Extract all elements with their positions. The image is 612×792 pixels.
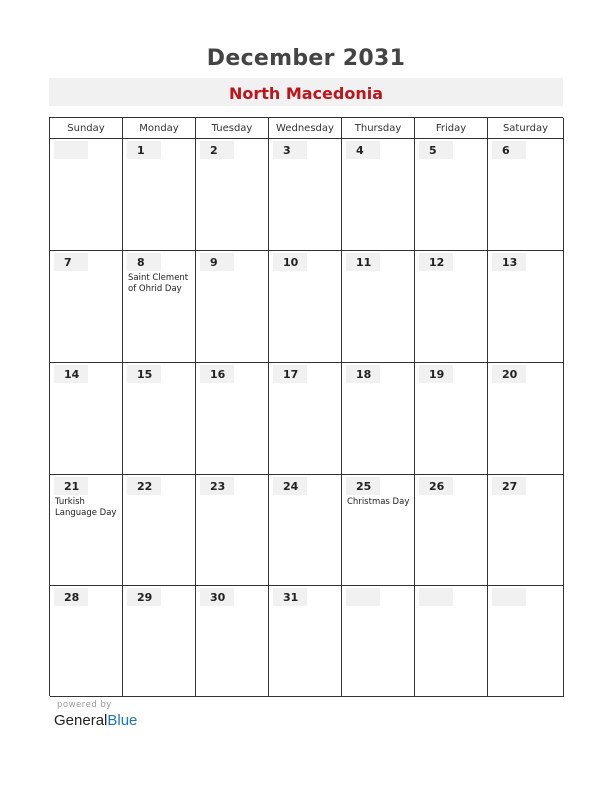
weekday-header-friday: Friday (415, 118, 488, 139)
day-cell (488, 251, 564, 363)
day-cell (269, 475, 342, 586)
day-number: 15 (127, 365, 161, 383)
day-number: 24 (273, 477, 307, 495)
day-cell (123, 475, 196, 586)
day-cell (342, 139, 415, 251)
powered-by-text: powered by (57, 700, 112, 710)
day-cell (50, 139, 123, 251)
day-cell (269, 251, 342, 363)
day-cell (50, 251, 123, 363)
day-number (419, 588, 453, 606)
day-number: 2 (200, 141, 234, 159)
day-number: 20 (492, 365, 526, 383)
day-number: 23 (200, 477, 234, 495)
day-cell (415, 586, 488, 697)
weekday-header-tuesday: Tuesday (196, 118, 269, 139)
day-number: 22 (127, 477, 161, 495)
day-number (346, 588, 380, 606)
day-cell (488, 586, 564, 697)
weekday-header-monday: Monday (123, 118, 196, 139)
day-cell (196, 139, 269, 251)
holiday-label: Turkish Language Day (55, 497, 117, 518)
day-cell (50, 475, 123, 586)
weekday-header-sunday: Sunday (50, 118, 123, 139)
day-cell (196, 586, 269, 697)
day-number: 12 (419, 253, 453, 271)
day-number: 31 (273, 588, 307, 606)
day-cell (415, 363, 488, 475)
day-number (492, 588, 526, 606)
day-number: 29 (127, 588, 161, 606)
day-cell (269, 363, 342, 475)
day-cell (50, 586, 123, 697)
brand-name-general: General (54, 712, 108, 729)
day-number: 26 (419, 477, 453, 495)
day-number: 21 (54, 477, 88, 495)
calendar-title: December 2031 (206, 46, 406, 71)
day-cell (269, 139, 342, 251)
holiday-label: Saint Clement of Ohrid Day (128, 273, 189, 294)
day-number: 19 (419, 365, 453, 383)
day-cell (488, 139, 564, 251)
day-cell (50, 363, 123, 475)
day-number: 27 (492, 477, 526, 495)
day-number: 13 (492, 253, 526, 271)
day-number: 28 (54, 588, 88, 606)
calendar-grid (49, 117, 563, 696)
day-cell (196, 363, 269, 475)
day-cell (488, 475, 564, 586)
day-number: 16 (200, 365, 234, 383)
brand-name-blue: Blue (107, 712, 138, 729)
day-number: 9 (200, 253, 234, 271)
day-cell (196, 251, 269, 363)
day-cell (123, 363, 196, 475)
day-number: 6 (492, 141, 526, 159)
day-cell (415, 139, 488, 251)
day-cell (123, 139, 196, 251)
day-number: 18 (346, 365, 380, 383)
day-number: 3 (273, 141, 307, 159)
day-number: 30 (200, 588, 234, 606)
day-number: 8 (127, 253, 161, 271)
day-cell (196, 475, 269, 586)
day-number: 7 (54, 253, 88, 271)
day-number: 4 (346, 141, 380, 159)
weekday-header-thursday: Thursday (342, 118, 415, 139)
day-number (54, 141, 88, 159)
day-number: 5 (419, 141, 453, 159)
generalblue-logo[interactable] (54, 712, 137, 729)
day-cell (342, 363, 415, 475)
day-cell (269, 586, 342, 697)
day-number: 11 (346, 253, 380, 271)
day-number: 10 (273, 253, 307, 271)
day-cell (342, 475, 415, 586)
day-cell (342, 251, 415, 363)
day-cell (415, 251, 488, 363)
day-cell (123, 586, 196, 697)
weekday-header-wednesday: Wednesday (269, 118, 342, 139)
day-number: 17 (273, 365, 307, 383)
weekday-header-saturday: Saturday (488, 118, 564, 139)
day-number: 1 (127, 141, 161, 159)
day-number: 25 (346, 477, 380, 495)
day-number: 14 (54, 365, 88, 383)
day-cell (415, 475, 488, 586)
day-cell (342, 586, 415, 697)
day-cell (488, 363, 564, 475)
day-cell (123, 251, 196, 363)
country-name: North Macedonia (228, 84, 384, 103)
holiday-label: Christmas Day (347, 497, 410, 507)
